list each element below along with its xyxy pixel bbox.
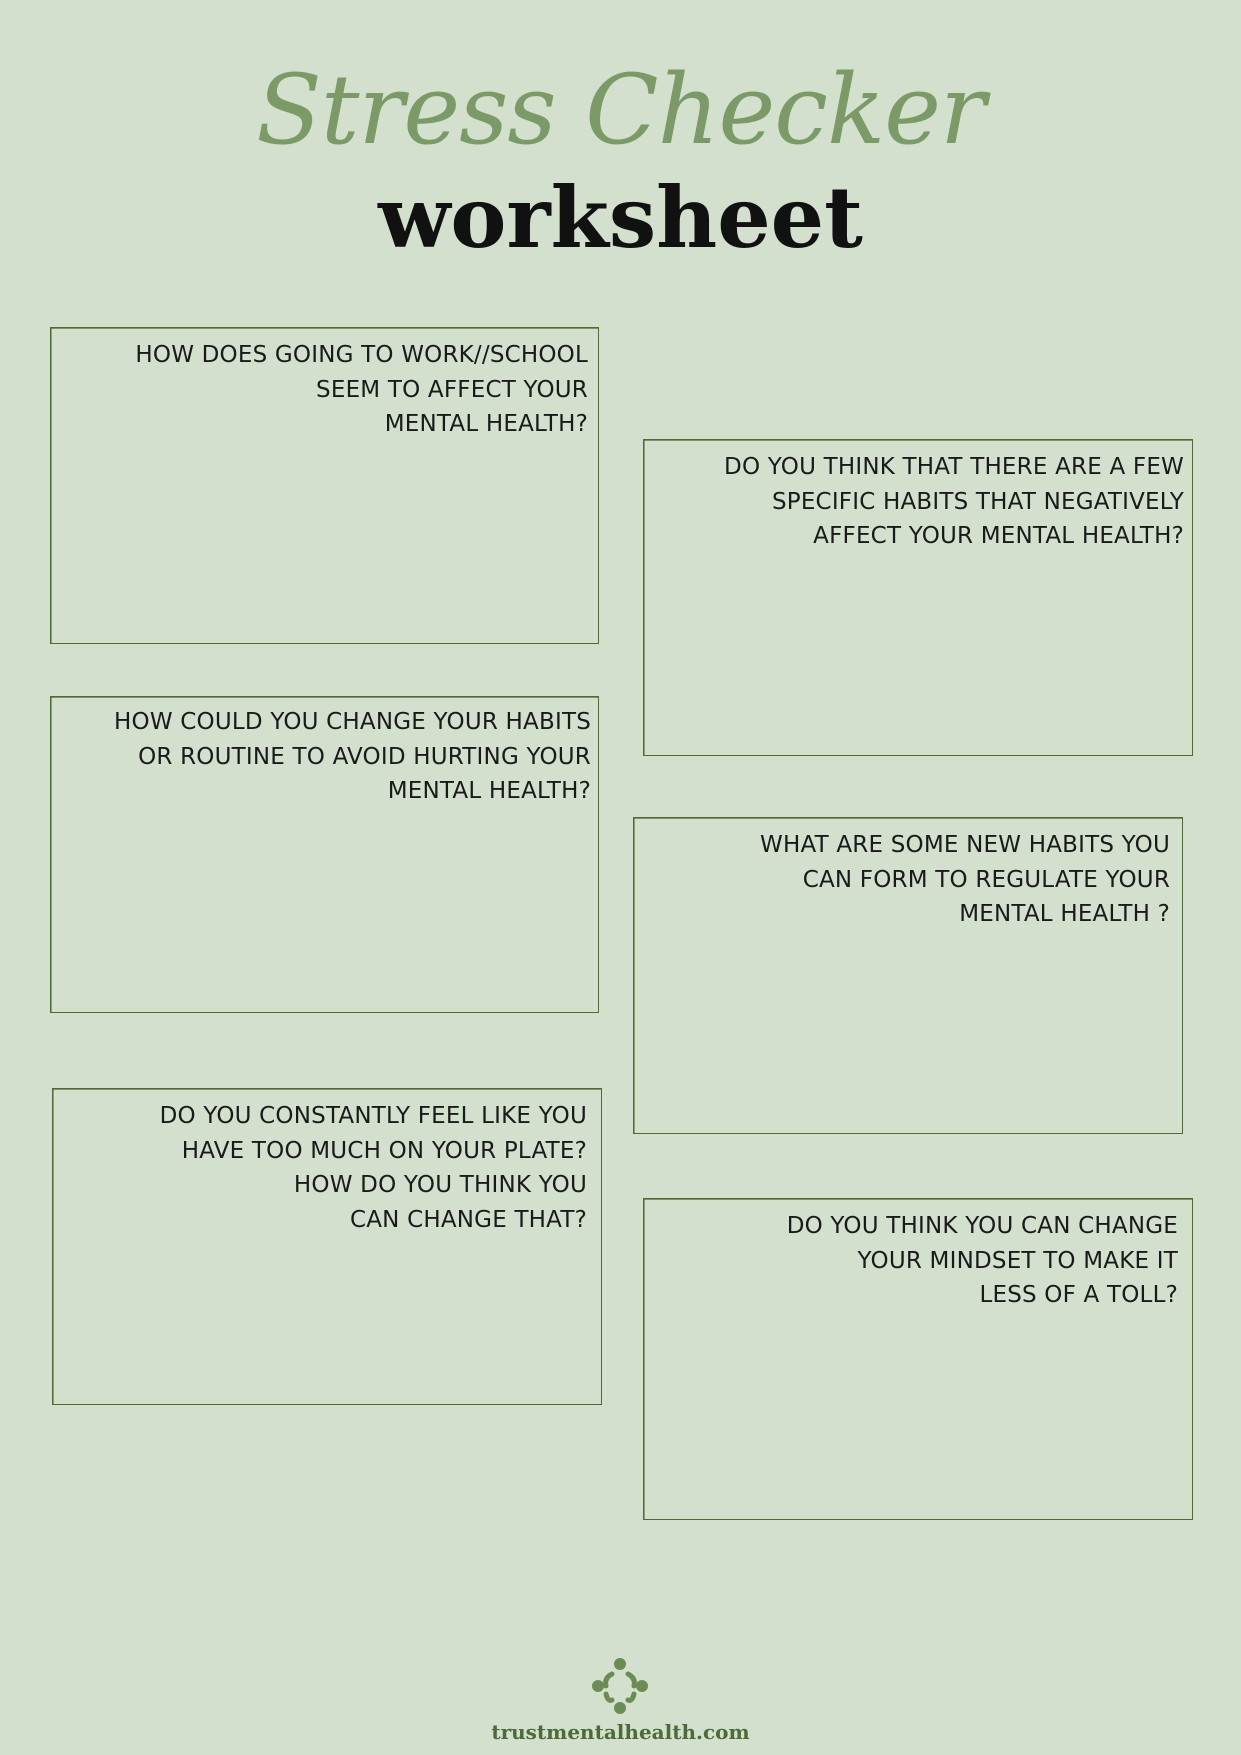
question-text-6: DO YOU THINK YOU CAN CHANGE YOUR MINDSET TO MAKE IT LESS OF A TOLL? <box>786 1213 1178 1308</box>
question-text-3: HOW COULD YOU CHANGE YOUR HABITS OR ROUTINE TO AVOID HURTING YOUR MENTAL HEALTH? <box>114 709 591 804</box>
question-box-1[interactable] <box>50 327 599 644</box>
question-text-4: WHAT ARE SOME NEW HABITS YOU CAN FORM TO REGULATE YOUR MENTAL HEALTH ? <box>760 832 1170 927</box>
title-script: Stress Checker <box>256 54 985 166</box>
question-box-6[interactable] <box>643 1198 1193 1520</box>
question-box-4[interactable] <box>633 817 1183 1134</box>
question-text-5: DO YOU CONSTANTLY FEEL LIKE YOU HAVE TOO MUCH ON YOUR PLATE? HOW DO YOU THINK YOU CAN CHANGE THAT? <box>159 1103 587 1233</box>
title-main: worksheet <box>378 168 863 267</box>
question-box-3[interactable] <box>50 696 599 1013</box>
question-box-2[interactable] <box>643 439 1193 756</box>
footer-url[interactable]: trustmentalhealth.com <box>491 1720 750 1744</box>
community-circle-icon <box>590 1656 650 1716</box>
question-box-5[interactable] <box>52 1088 602 1405</box>
question-text-2: DO YOU THINK THAT THERE ARE A FEW SPECIFIC HABITS THAT NEGATIVELY AFFECT YOUR MENTAL HEALTH? <box>724 454 1184 549</box>
question-text-1: HOW DOES GOING TO WORK//SCHOOL SEEM TO AFFECT YOUR MENTAL HEALTH? <box>135 342 588 437</box>
